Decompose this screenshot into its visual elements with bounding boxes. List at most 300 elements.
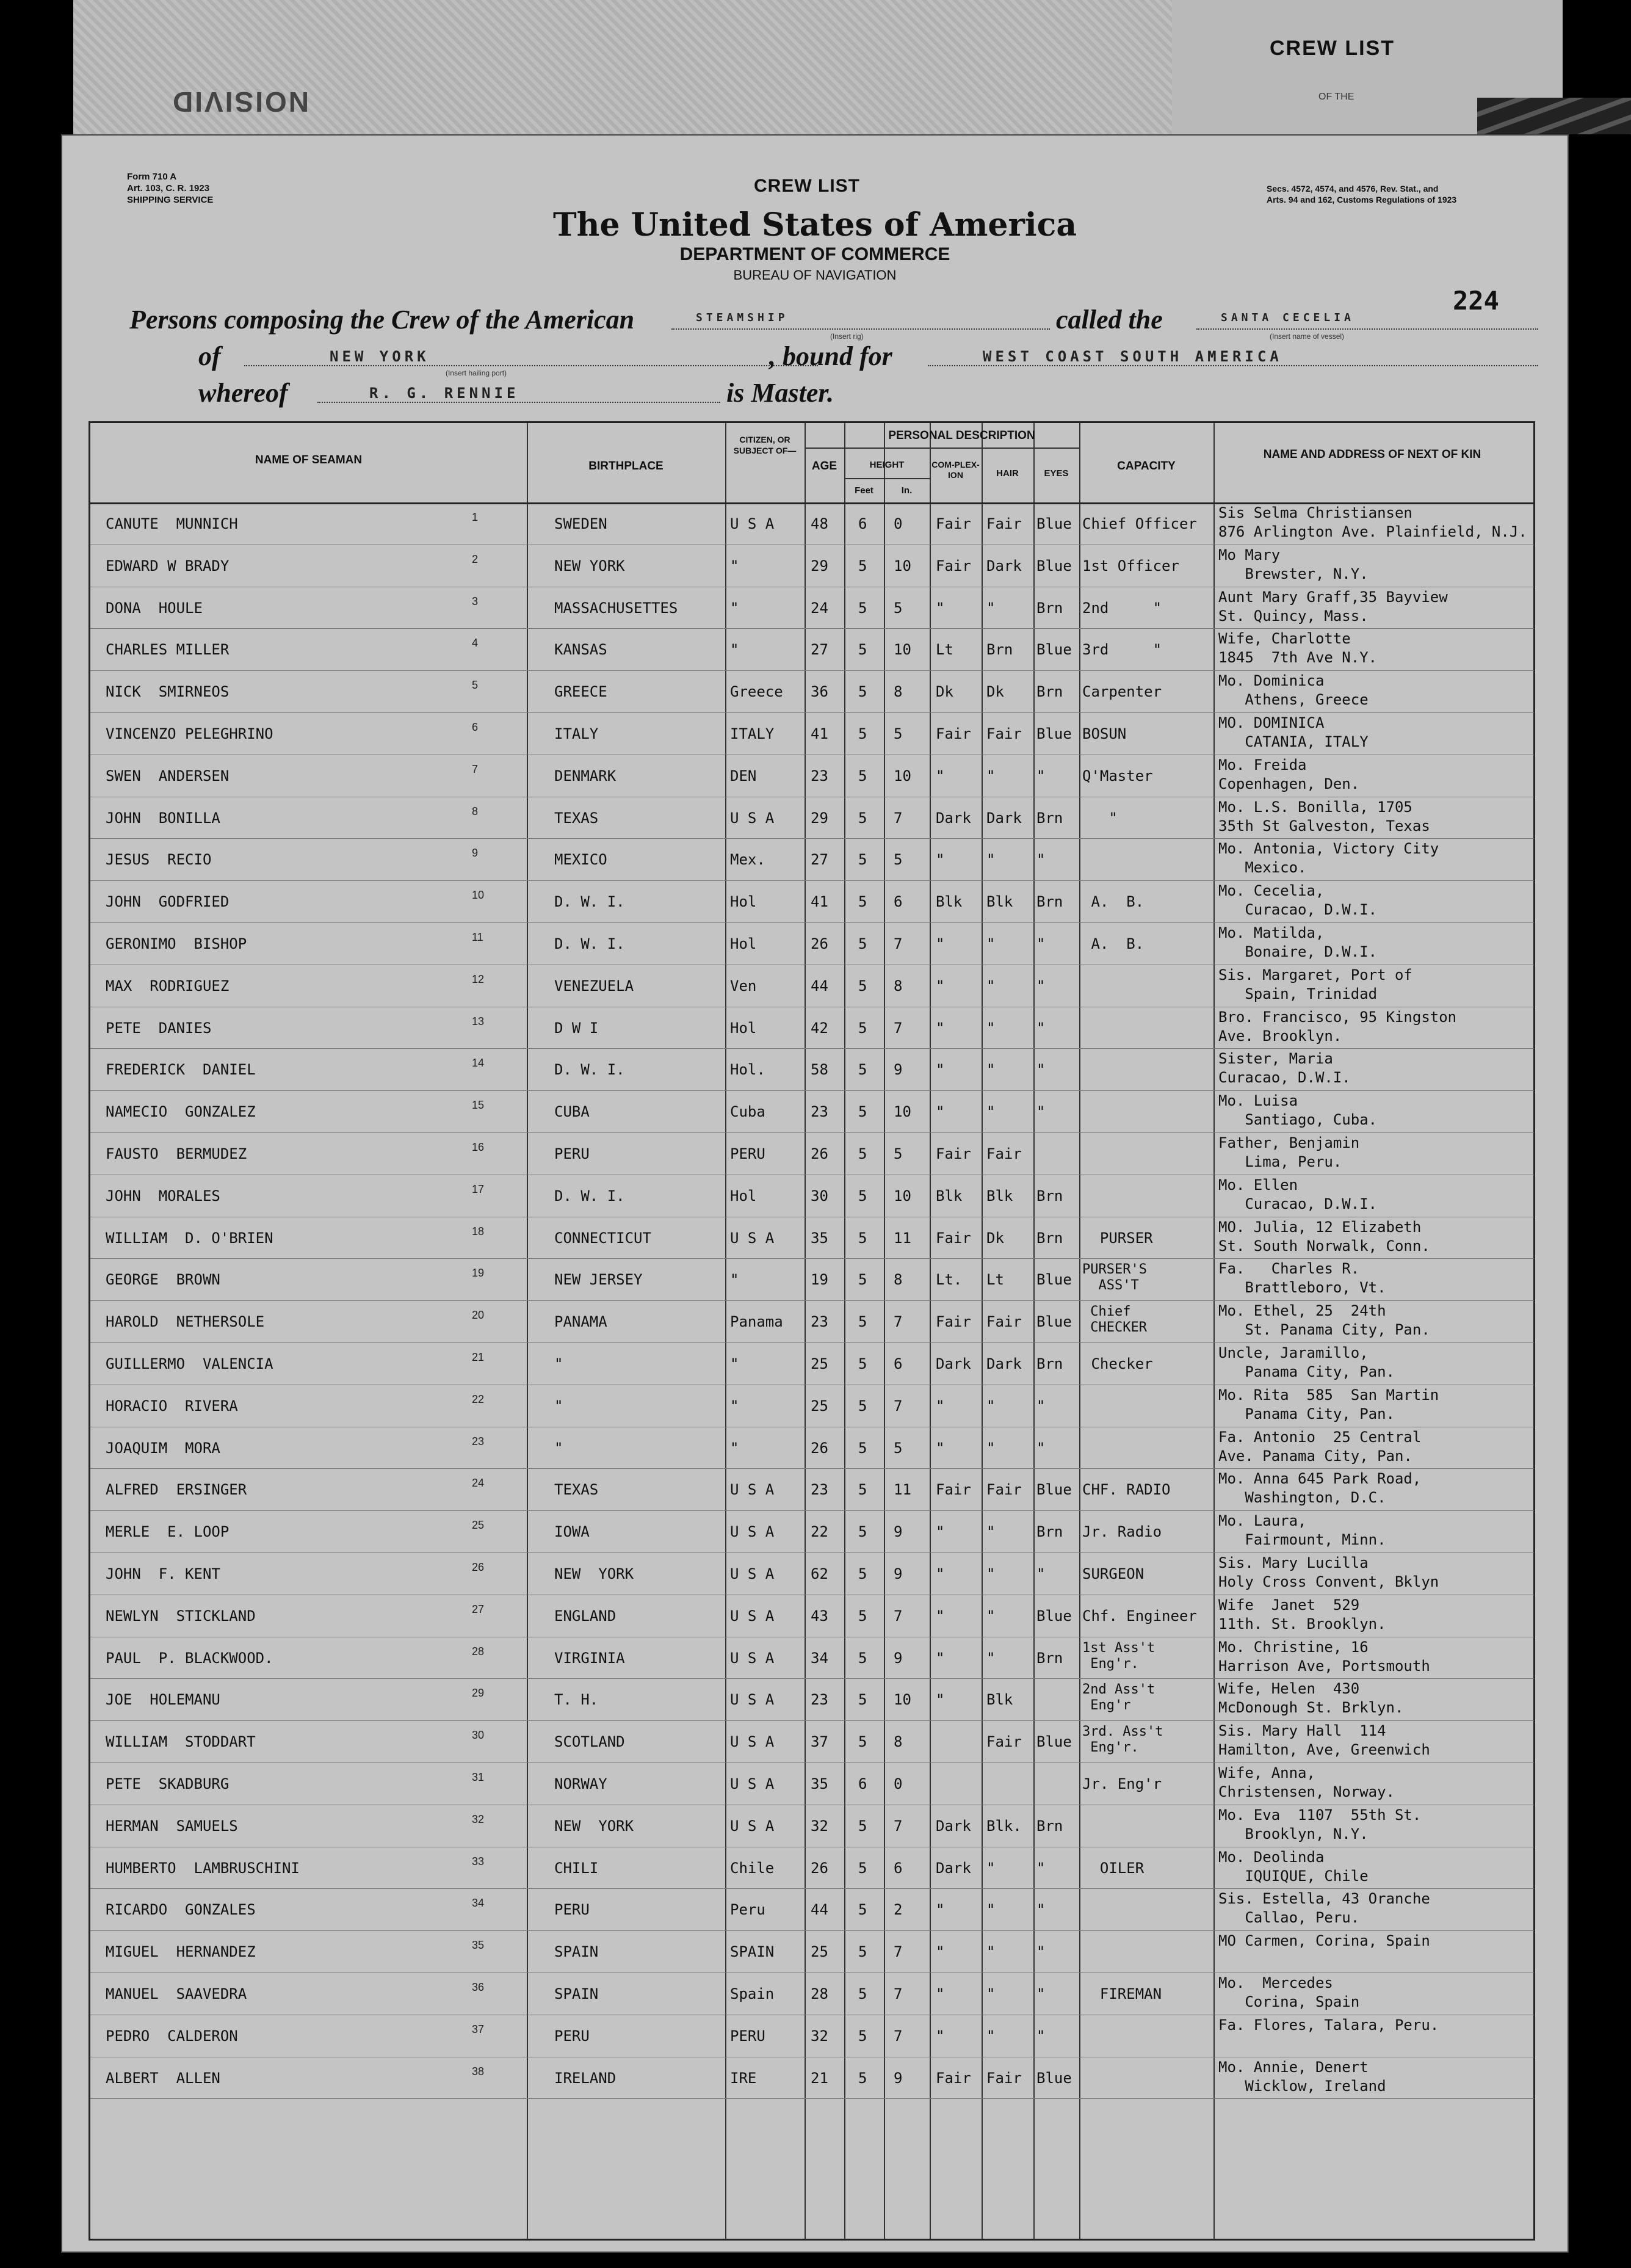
height-feet: 5	[858, 893, 867, 911]
height-inches: 10	[894, 1691, 911, 1709]
hair: "	[986, 1439, 996, 1457]
height-feet: 5	[858, 1607, 867, 1625]
complexion: Fair	[936, 1313, 971, 1331]
complexion: Dark	[936, 1355, 971, 1372]
complexion: "	[936, 2027, 945, 2045]
citizenship: PERU	[730, 1145, 765, 1162]
birthplace: NEW YORK	[554, 557, 625, 574]
citizenship: U S A	[730, 1565, 775, 1582]
height-inches: 7	[894, 1985, 903, 2002]
age: 26	[811, 1145, 828, 1162]
age: 58	[811, 1061, 828, 1079]
seaman-name: MANUEL SAAVEDRA	[106, 1985, 247, 2002]
line-number: 23	[472, 1435, 485, 1447]
birthplace: NEW YORK	[554, 1565, 634, 1582]
age: 27	[811, 851, 828, 869]
hair: "	[986, 599, 996, 617]
complexion: Fair	[936, 725, 971, 742]
seaman-name: JOHN BONILLA	[106, 809, 220, 827]
citizenship: U S A	[730, 1691, 775, 1709]
seaman-name: NEWLYN STICKLAND	[106, 1607, 256, 1625]
height-inches: 11	[894, 1229, 911, 1247]
col-capacity: CAPACITY	[1117, 460, 1176, 473]
height-inches: 2	[894, 1901, 903, 1919]
seaman-name: SWEN ANDERSEN	[106, 767, 230, 784]
eyes: Blue	[1036, 2069, 1072, 2087]
height-inches: 0	[894, 515, 903, 532]
hair: Fair	[986, 1733, 1022, 1751]
line-number: 31	[472, 1771, 485, 1783]
height-feet: 5	[858, 1733, 867, 1751]
eyes: Blue	[1036, 725, 1072, 742]
birthplace: CONNECTICUT	[554, 1229, 651, 1247]
table-row	[90, 880, 1537, 922]
height-inches: 9	[894, 2069, 903, 2087]
height-feet: 5	[858, 1019, 867, 1037]
document-title: CREW LIST	[754, 176, 860, 196]
birthplace: D W I	[554, 1019, 599, 1037]
height-inches: 7	[894, 1817, 903, 1835]
height-inches: 6	[894, 1355, 903, 1372]
capacity: Chief Officer	[1082, 515, 1197, 532]
height-inches: 8	[894, 1733, 903, 1751]
complexion: "	[936, 977, 945, 995]
next-of-kin: Wife Janet 529 11th. St. Brooklyn.	[1218, 1596, 1386, 1632]
seaman-name: GEORGE BROWN	[106, 1271, 220, 1289]
citizenship: Ven	[730, 977, 757, 995]
eyes: "	[1036, 1397, 1046, 1415]
citizenship: Greece	[730, 683, 783, 701]
line-number: 17	[472, 1183, 485, 1195]
age: 44	[811, 1901, 828, 1919]
height-feet: 5	[858, 1103, 867, 1121]
complexion: Dark	[936, 1817, 971, 1835]
age: 19	[811, 1271, 828, 1289]
birthplace: SPAIN	[554, 1943, 599, 1961]
height-feet: 5	[858, 1817, 867, 1835]
seaman-name: JESUS RECIO	[106, 851, 212, 869]
citizenship: Hol	[730, 1019, 757, 1037]
next-of-kin: Sis. Mary Lucilla Holy Cross Convent, Bklyn	[1218, 1554, 1439, 1590]
col-height: HEIGHT	[869, 460, 905, 470]
height-feet: 5	[858, 1145, 867, 1162]
height-feet: 5	[858, 1397, 867, 1415]
preamble-of: of	[198, 341, 221, 371]
height-feet: 5	[858, 1901, 867, 1919]
hair: Blk	[986, 893, 1013, 911]
record-division-stamp: NOISIVID	[171, 86, 309, 118]
citizenship: U S A	[730, 1649, 775, 1667]
hair: "	[986, 1565, 996, 1582]
eyes: Blue	[1036, 1733, 1072, 1751]
complexion: Blk	[936, 893, 963, 911]
height-inches: 7	[894, 1607, 903, 1625]
seaman-name: JOHN F. KENT	[106, 1565, 220, 1582]
height-inches: 9	[894, 1649, 903, 1667]
birthplace: NEW YORK	[554, 1817, 634, 1835]
seaman-name: HORACIO RIVERA	[106, 1397, 238, 1415]
height-inches: 8	[894, 1271, 903, 1289]
table-row	[90, 1847, 1537, 1888]
capacity: Carpenter	[1082, 683, 1162, 701]
capacity: 3rd "	[1082, 641, 1162, 659]
capacity: Chf. Engineer	[1082, 1607, 1197, 1625]
height-inches: 10	[894, 1103, 911, 1121]
height-feet: 5	[858, 1187, 867, 1205]
table-row	[90, 670, 1537, 712]
line-number: 38	[472, 2065, 485, 2078]
next-of-kin: MO. Julia, 12 Elizabeth St. South Norwalk, Conn.	[1218, 1218, 1430, 1255]
citizenship: "	[730, 1271, 739, 1289]
citizenship: U S A	[730, 1733, 775, 1751]
height-feet: 5	[858, 599, 867, 617]
complexion: Fair	[936, 557, 971, 574]
seaman-name: GERONIMO BISHOP	[106, 935, 247, 952]
table-row	[90, 1048, 1537, 1090]
age: 23	[811, 1313, 828, 1331]
height-feet: 5	[858, 1649, 867, 1667]
next-of-kin: Mo. Ellen Curacao, D.W.I.	[1218, 1176, 1378, 1212]
height-inches: 10	[894, 641, 911, 659]
complexion: Lt	[936, 641, 953, 659]
birthplace: D. W. I.	[554, 893, 625, 911]
citizenship: Hol	[730, 1187, 757, 1205]
height-inches: 9	[894, 1565, 903, 1582]
birthplace: GREECE	[554, 683, 607, 701]
capacity: FIREMAN	[1082, 1985, 1162, 2002]
table-row	[90, 1258, 1537, 1300]
table-row	[90, 1510, 1537, 1552]
birthplace: SWEDEN	[554, 515, 607, 532]
complexion: "	[936, 1943, 945, 1961]
col-complexion: COM-PLEX-ION	[931, 460, 980, 480]
height-feet: 5	[858, 1565, 867, 1582]
eyes: Brn	[1036, 1649, 1063, 1667]
citizenship: Spain	[730, 1985, 775, 2002]
preamble-bound-for: , bound for	[769, 341, 892, 371]
birthplace: "	[554, 1439, 563, 1457]
height-feet: 6	[858, 515, 867, 532]
height-inches: 8	[894, 683, 903, 701]
seaman-name: PAUL P. BLACKWOOD.	[106, 1649, 273, 1667]
height-feet: 5	[858, 1943, 867, 1961]
complexion: Blk	[936, 1187, 963, 1205]
age: 37	[811, 1733, 828, 1751]
table-row	[90, 1805, 1537, 1846]
height-inches: 0	[894, 1775, 903, 1792]
age: 26	[811, 1859, 828, 1877]
next-of-kin: Wife, Anna, Christensen, Norway.	[1218, 1764, 1395, 1800]
table-row	[90, 1427, 1537, 1468]
height-inches: 7	[894, 809, 903, 827]
height-inches: 5	[894, 725, 903, 742]
line-number: 15	[472, 1099, 485, 1112]
table-row	[90, 1385, 1537, 1426]
height-inches: 5	[894, 1145, 903, 1162]
line-number: 21	[472, 1351, 485, 1363]
age: 36	[811, 683, 828, 701]
hair: Blk	[986, 1187, 1013, 1205]
eyes: "	[1036, 935, 1046, 952]
line-number: 30	[472, 1729, 485, 1742]
eyes: Brn	[1036, 1523, 1063, 1541]
height-feet: 5	[858, 1523, 867, 1541]
line-number: 11	[472, 931, 483, 943]
birthplace: SCOTLAND	[554, 1733, 625, 1751]
line-number: 3	[472, 595, 479, 607]
crew-table	[89, 421, 1535, 2241]
seaman-name: PETE SKADBURG	[106, 1775, 230, 1792]
master-name: R. G. RENNIE	[369, 385, 519, 402]
birthplace: D. W. I.	[554, 935, 625, 952]
rig-value: STEAMSHIP	[696, 311, 789, 324]
table-row	[90, 1552, 1537, 1594]
line-number: 1	[472, 511, 479, 523]
birthplace: PANAMA	[554, 1313, 607, 1331]
line-number: 36	[472, 1981, 485, 1993]
birthplace: ITALY	[554, 725, 599, 742]
citizenship: "	[730, 641, 739, 659]
citizenship: "	[730, 599, 739, 617]
line-number: 19	[472, 1267, 485, 1280]
age: 32	[811, 1817, 828, 1835]
height-inches: 10	[894, 767, 911, 784]
citizenship: DEN	[730, 767, 757, 784]
hair: "	[986, 1019, 996, 1037]
table-row	[90, 545, 1537, 586]
birthplace: T. H.	[554, 1691, 599, 1709]
next-of-kin: Sis. Mary Hall 114 Hamilton, Ave, Greenwich	[1218, 1722, 1430, 1759]
next-of-kin: Uncle, Jaramillo, Panama City, Pan.	[1218, 1344, 1395, 1380]
hair: Fair	[986, 1481, 1022, 1499]
birthplace: "	[554, 1355, 563, 1372]
height-feet: 5	[858, 1355, 867, 1372]
height-inches: 7	[894, 2027, 903, 2045]
eyes: "	[1036, 1859, 1046, 1877]
next-of-kin: Sis. Margaret, Port of Spain, Trinidad	[1218, 966, 1412, 1002]
complexion: Fair	[936, 1145, 971, 1162]
seaman-name: HUMBERTO LAMBRUSCHINI	[106, 1859, 300, 1877]
seaman-name: CHARLES MILLER	[106, 641, 230, 659]
birthplace: IRELAND	[554, 2069, 617, 2087]
height-inches: 11	[894, 1481, 911, 1499]
capacity: SURGEON	[1082, 1565, 1145, 1582]
height-feet: 5	[858, 1229, 867, 1247]
birthplace: ENGLAND	[554, 1607, 617, 1625]
next-of-kin: Mo. Christine, 16 Harrison Ave, Portsmouth	[1218, 1638, 1430, 1675]
eyes: Blue	[1036, 1313, 1072, 1331]
hair: Dark	[986, 809, 1022, 827]
eyes: "	[1036, 1985, 1046, 2002]
height-feet: 5	[858, 2027, 867, 2045]
citizenship: IRE	[730, 2069, 757, 2087]
capacity: A. B.	[1082, 935, 1145, 952]
height-inches: 10	[894, 557, 911, 574]
col-name: NAME OF SEAMAN	[255, 454, 363, 466]
height-feet: 6	[858, 1775, 867, 1792]
birthplace: MEXICO	[554, 851, 607, 869]
crew-list-sheet	[61, 134, 1569, 2253]
height-feet: 5	[858, 1985, 867, 2002]
height-feet: 5	[858, 809, 867, 827]
table-row	[90, 1930, 1537, 1972]
age: 26	[811, 935, 828, 952]
seaman-name: DONA HOULE	[106, 599, 203, 617]
table-row	[90, 1678, 1537, 1720]
next-of-kin: Mo. Dominica Athens, Greece	[1218, 672, 1369, 709]
seaman-name: JOE HOLEMANU	[106, 1691, 220, 1709]
citizenship: U S A	[730, 1607, 775, 1625]
height-inches: 6	[894, 893, 903, 911]
line-number: 32	[472, 1813, 485, 1825]
table-row	[90, 1637, 1537, 1678]
seaman-name: WILLIAM STODDART	[106, 1733, 256, 1751]
next-of-kin: MO. DOMINICA CATANIA, ITALY	[1218, 714, 1369, 750]
underlying-sheet-subtitle: OF THE	[1318, 92, 1354, 102]
capacity: Jr. Eng'r	[1082, 1775, 1162, 1792]
seaman-name: PETE DANIES	[106, 1019, 212, 1037]
line-number: 26	[472, 1561, 485, 1573]
next-of-kin: Father, Benjamin Lima, Peru.	[1218, 1134, 1360, 1170]
line-number: 12	[472, 973, 485, 985]
complexion: "	[936, 851, 945, 869]
eyes: "	[1036, 1061, 1046, 1079]
height-feet: 5	[858, 1859, 867, 1877]
citizenship: Cuba	[730, 1103, 765, 1121]
seaman-name: RICARDO GONZALES	[106, 1901, 256, 1919]
eyes: Brn	[1036, 1187, 1063, 1205]
next-of-kin: Mo. Eva 1107 55th St. Brooklyn, N.Y.	[1218, 1806, 1422, 1842]
height-inches: 5	[894, 599, 903, 617]
table-row	[90, 1342, 1537, 1384]
line-number: 33	[472, 1855, 485, 1868]
age: 41	[811, 893, 828, 911]
seaman-name: NICK SMIRNEOS	[106, 683, 230, 701]
hair: Fair	[986, 1313, 1022, 1331]
line-number: 22	[472, 1393, 485, 1405]
next-of-kin: Mo. Ethel, 25 24th St. Panama City, Pan.	[1218, 1302, 1430, 1339]
capacity: BOSUN	[1082, 725, 1127, 742]
preamble-is-master: is Master.	[726, 378, 834, 408]
complexion: Fair	[936, 515, 971, 532]
birthplace: TEXAS	[554, 1481, 599, 1499]
table-row	[90, 628, 1537, 670]
height-feet: 5	[858, 683, 867, 701]
statute-reference: Secs. 4572, 4574, and 4576, Rev. Stat., and Arts. 94 and 162, Customs Regulations of 1923	[1267, 184, 1457, 205]
next-of-kin: Mo. Laura, Fairmount, Minn.	[1218, 1512, 1386, 1549]
next-of-kin: Sister, Maria Curacao, D.W.I.	[1218, 1050, 1351, 1087]
eyes: "	[1036, 1019, 1046, 1037]
eyes: Brn	[1036, 1229, 1063, 1247]
capacity: PURSER'S ASS'T	[1082, 1262, 1147, 1294]
hair: "	[986, 1397, 996, 1415]
seaman-name: MERLE E. LOOP	[106, 1523, 230, 1541]
line-number: 29	[472, 1687, 485, 1700]
col-birthplace: BIRTHPLACE	[588, 460, 664, 473]
height-feet: 5	[858, 935, 867, 952]
age: 48	[811, 515, 828, 532]
table-row	[90, 1468, 1537, 1510]
hair: "	[986, 1859, 996, 1877]
citizenship: U S A	[730, 1229, 775, 1247]
hair: Lt	[986, 1271, 1004, 1289]
seaman-name: VINCENZO PELEGHRINO	[106, 725, 273, 742]
citizenship: U S A	[730, 515, 775, 532]
seaman-name: FREDERICK DANIEL	[106, 1061, 256, 1079]
capacity: 2nd Ass't Eng'r	[1082, 1682, 1155, 1714]
hair: "	[986, 1523, 996, 1541]
citizenship: Peru	[730, 1901, 765, 1919]
line-number: 4	[472, 637, 479, 650]
hair: "	[986, 767, 996, 784]
line-number: 20	[472, 1309, 485, 1322]
complexion: "	[936, 1061, 945, 1079]
next-of-kin: Mo. L.S. Bonilla, 1705 35th St Galveston, Texas	[1218, 798, 1430, 835]
next-of-kin: Wife, Charlotte 1845 7th Ave N.Y.	[1218, 630, 1378, 667]
capacity: "	[1082, 809, 1118, 827]
department-heading: DEPARTMENT OF COMMERCE	[679, 244, 950, 264]
height-inches: 9	[894, 1061, 903, 1079]
complexion: "	[936, 1607, 945, 1625]
age: 25	[811, 1943, 828, 1961]
binding-strip	[1477, 98, 1631, 134]
eyes: "	[1036, 977, 1046, 995]
line-number: 10	[472, 889, 485, 902]
next-of-kin: Fa. Charles R. Brattleboro, Vt.	[1218, 1260, 1386, 1297]
birthplace: NORWAY	[554, 1775, 607, 1792]
table-row	[90, 797, 1537, 838]
table-row	[90, 587, 1537, 628]
citizenship: U S A	[730, 1481, 775, 1499]
hair: Dk	[986, 1229, 1004, 1247]
table-row	[90, 1595, 1537, 1636]
hailing-port: NEW YORK	[330, 348, 430, 365]
port-hint: (Insert hailing port)	[446, 369, 507, 377]
citizenship: "	[730, 557, 739, 574]
birthplace: PERU	[554, 1901, 590, 1919]
complexion: Fair	[936, 2069, 971, 2087]
birthplace: VENEZUELA	[554, 977, 634, 995]
height-inches: 5	[894, 851, 903, 869]
capacity: Q'Master	[1082, 767, 1153, 784]
complexion: Dark	[936, 1859, 971, 1877]
line-number: 16	[472, 1141, 485, 1153]
height-feet: 5	[858, 557, 867, 574]
height-feet: 5	[858, 851, 867, 869]
complexion: Dk	[936, 683, 953, 701]
table-row	[90, 1007, 1537, 1048]
next-of-kin: Mo. Deolinda IQUIQUE, Chile	[1218, 1848, 1369, 1885]
capacity: A. B.	[1082, 893, 1145, 911]
line-number: 6	[472, 721, 479, 733]
line-number: 2	[472, 553, 479, 565]
hair: "	[986, 1607, 996, 1625]
hair: "	[986, 1061, 996, 1079]
complexion: "	[936, 767, 945, 784]
destination: WEST COAST SOUTH AMERICA	[983, 348, 1282, 365]
form-number: Form 710 A Art. 103, C. R. 1923 SHIPPING SERVICE	[127, 172, 214, 205]
seaman-name: CANUTE MUNNICH	[106, 515, 238, 532]
hair: Fair	[986, 515, 1022, 532]
age: 35	[811, 1775, 828, 1792]
seaman-name: WILLIAM D. O'BRIEN	[106, 1229, 273, 1247]
age: 32	[811, 2027, 828, 2045]
eyes: Blue	[1036, 1481, 1072, 1499]
table-row	[90, 1132, 1537, 1174]
hair: Blk.	[986, 1817, 1022, 1835]
birthplace: CHILI	[554, 1859, 599, 1877]
birthplace: VIRGINIA	[554, 1649, 625, 1667]
